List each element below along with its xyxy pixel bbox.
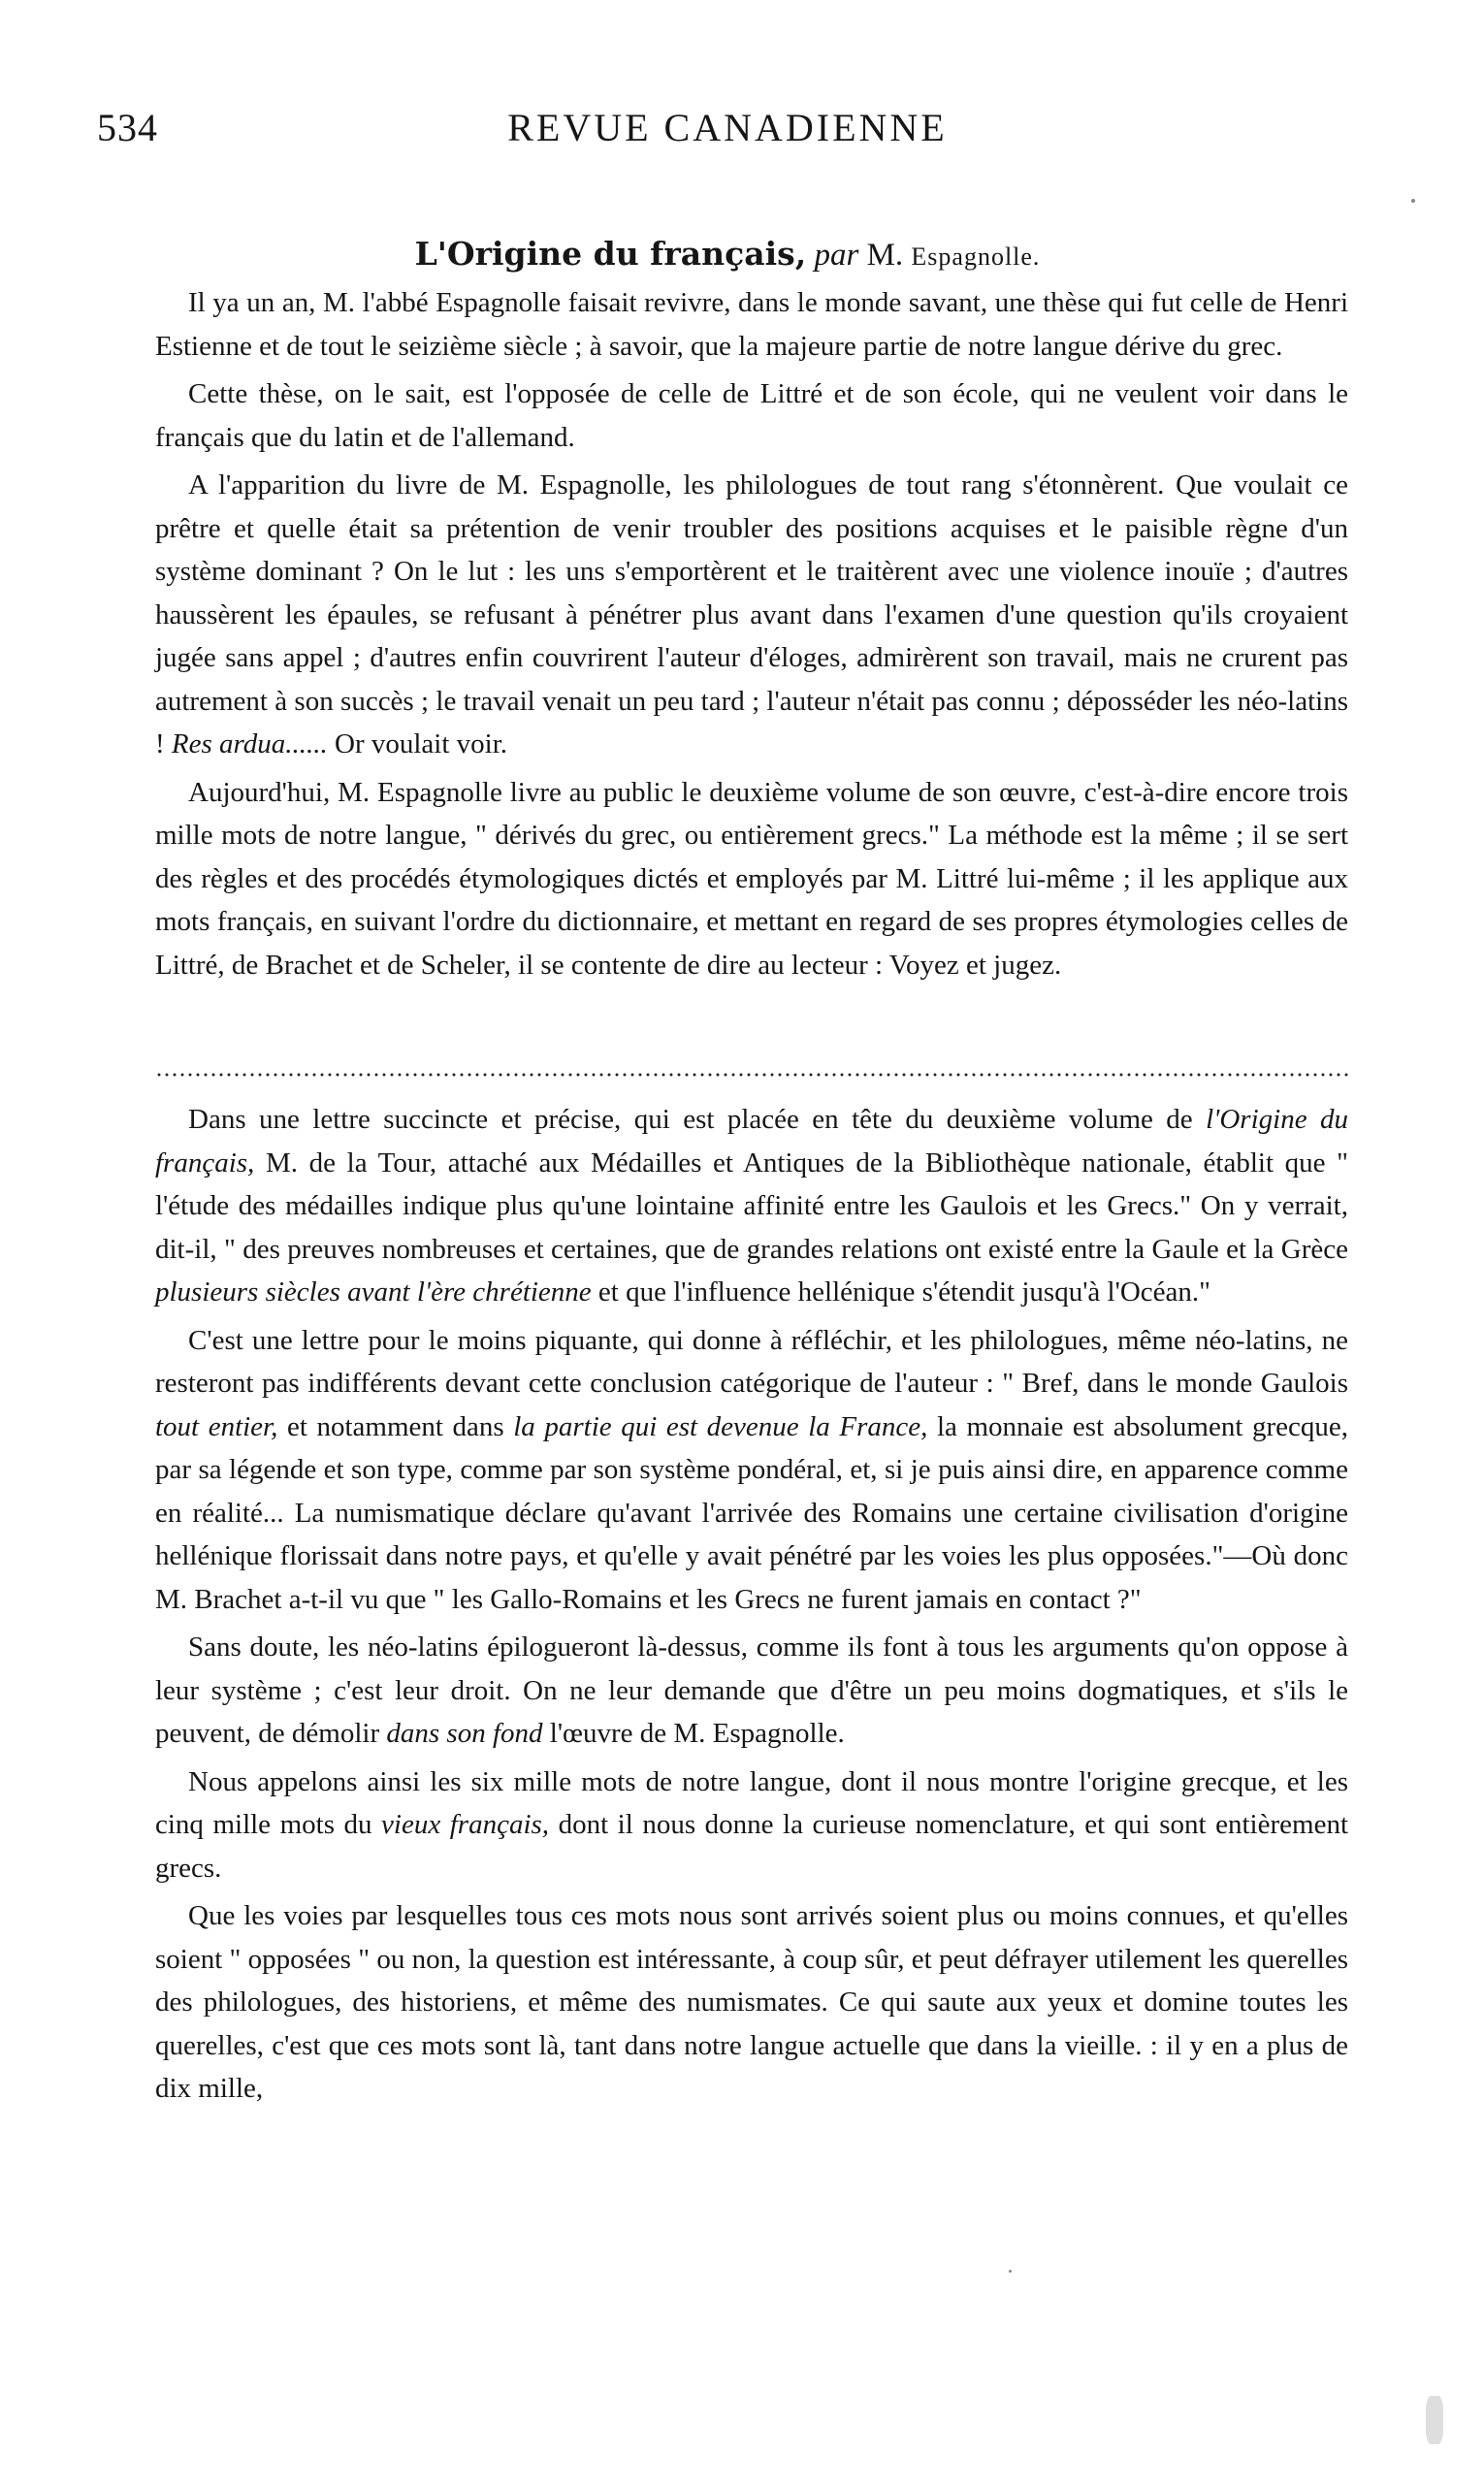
article-author-name: Espagnolle. (911, 242, 1041, 271)
scan-speck (1009, 2270, 1012, 2273)
dotted-separator (155, 1073, 1348, 1077)
paragraph: Il ya un an, M. l'abbé Espagnolle faisait revivre, dans le monde savant, une thèse qui fut celle de Henri Estienne et de tout le seizième siècle ; à savoir, que la majeure partie de notre langue dérive du grec. (155, 287, 1348, 362)
italic-run: la partie qui est devenue la France, (513, 1410, 928, 1442)
text-run: A l'apparition du livre de M. Espagnolle, les philologues de tout rang s'étonnèrent. Que voulait ce prêtre et quelle était sa prétention de venir troubler des positions acquises et le paisible règne d'un système dominant ? On le lut : les uns s'emportèrent et le traitèrent avec une violence inouïe ; d'autres haussèrent les épaules, se refusant à pénétrer plus avant dans l'examen d'une question qu'ils croyaient jugée sans appel ; d'autres enfin couvrirent l'auteur d'éloges, admirèrent son travail, mais ne crurent pas autrement à son succès ; le travail venait un peu tard ; l'auteur n'était pas connu ; déposséder les néo-latins ! (155, 469, 1348, 759)
text-run: et que l'influence hellénique s'étendit jusqu'à l'Océan." (591, 1276, 1210, 1308)
italic-run: l'Origine du français, (155, 1104, 1348, 1179)
text-run: et notamment dans (277, 1410, 514, 1442)
paragraph (155, 1319, 1348, 1622)
italic-run: tout entier, (155, 1410, 278, 1442)
page-header (97, 105, 1358, 163)
paragraph (155, 1098, 1348, 1314)
paragraph (155, 1760, 1348, 1890)
text-run: Sans doute, les néo-latins épilogueront là-dessus, comme ils font à tous les arguments qu'on oppose à leur système ; c'est leur droit. On ne leur demande que d'être un peu moins dogmatiques, et s'ils le peuvent, de démolir (155, 1631, 1348, 1749)
text-run: Or voulait voir. (327, 728, 508, 759)
article-title-main: L'Origine du français, (414, 235, 807, 273)
text-run: C'est une lettre pour le moins piquante, qui donne à réfléchir, et les philologues, même néo-latins, ne resteront pas indifférents devant cette conclusion catégorique de l'auteur : " Bref, dans le monde Gaulois (155, 1324, 1348, 1399)
italic-run: dans son fond (386, 1718, 543, 1749)
italic-run: plusieurs siècles avant l'ère chrétienne (155, 1276, 592, 1308)
paragraph: Aujourd'hui, M. Espagnolle livre au public le deuxième volume de son œuvre, c'est-à-dire encore trois mille mots de notre langue, " dérivés du grec, ou entièrement grecs." La méthode est la même ; il se sert des règles et des procédés étymologiques dictés et employés par M. Littré lui-même ; il les applique aux mots français, en suivant l'ordre du dictionnaire, et mettant en regard de ses propres étymologies celles de Littré, de Brachet et de Scheler, il se contente de dire au lecteur : Voyez et jugez. (155, 776, 1348, 981)
text-run: dont il nous donne la curieuse nomenclature, et qui sont entièrement grecs. (155, 1809, 1349, 1884)
scan-speck (1426, 2396, 1443, 2444)
article-body-part1 (155, 281, 1348, 986)
running-title: REVUE CANADIENNE (507, 106, 948, 149)
paragraph (155, 1626, 1348, 1756)
italic-run: vieux français, (381, 1809, 550, 1840)
text-run: l'œuvre de M. Espagnolle. (542, 1718, 845, 1749)
scan-speck (1411, 199, 1415, 203)
page-number: 534 (97, 106, 158, 149)
paragraph: Cette thèse, on le sait, est l'opposée de celle de Littré et de son école, qui ne veulent voir dans le français que du latin et de l'allemand. (155, 378, 1348, 453)
paragraph (155, 464, 1348, 766)
paragraph: Que les voies par lesquelles tous ces mots nous sont arrivés soient plus ou moins connues, et qu'elles soient " opposées " ou non, la question est intéressante, à coup sûr, et peut défrayer utilement les querelles des philologues, des historiens, et même des numismates. Ce qui saute aux yeux et domine toutes les querelles, c'est que ces mots sont là, tant dans notre langue actuelle que dans la vieille. : il y en a plus de dix mille, (155, 1900, 1348, 2104)
article-body-part2 (155, 1098, 1348, 2111)
article-title (97, 233, 1358, 278)
text-run: Nous appelons ainsi les six mille mots de notre langue, dont il nous montre l'origine grecque, et les cinq mille mots du (155, 1765, 1348, 1840)
italic-run: Res ardua...... (171, 728, 328, 759)
text-run: la monnaie est absolument grecque, par sa légende et son type, comme par son système pondéral, et, si je puis ainsi dire, en apparence comme en réalité... La numismatique déclare qu'avant l'arrivée des Romains une certaine civilisation d'origine hellénique florissait dans notre pays, et qu'elle y avait pénétré par les voies les plus opposées."—Où donc M. Brachet a-t-il vu que " les Gallo-Romains et les Grecs ne furent jamais en contact ?" (155, 1410, 1348, 1615)
article-title-par: par (814, 238, 859, 273)
text-run: M. de la Tour, attaché aux Médailles et Antiques de la Bibliothèque nationale, établit que " l'étude des médailles indique plus qu'une lointaine affinité entre les Gaulois et les Grecs." On y verrait, dit-il, " des preuves nombreuses et certaines, que de grandes relations ont existé entre la Gaule et la Grèce (155, 1147, 1348, 1265)
article-author-prefix: M. (866, 238, 904, 273)
text-run: Dans une lettre succincte et précise, qui est placée en tête du deuxième volume de (188, 1104, 1207, 1135)
